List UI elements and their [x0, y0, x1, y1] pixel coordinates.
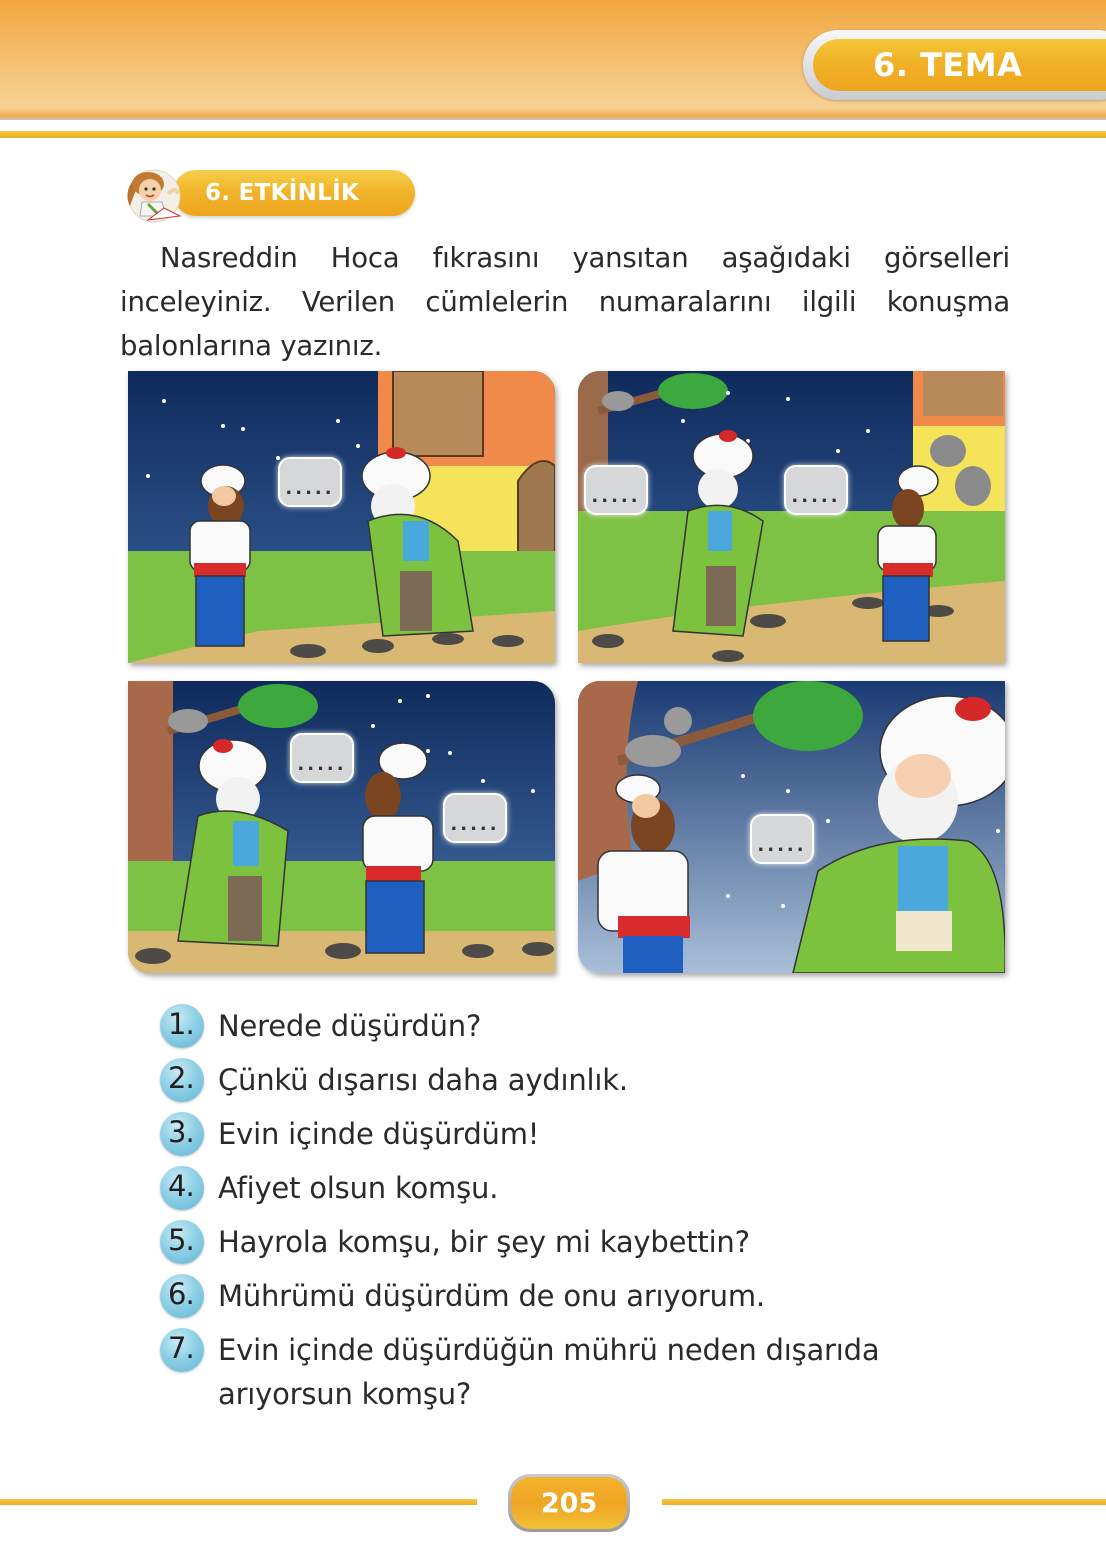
number-badge: 7. [160, 1328, 204, 1372]
speech-bubble[interactable]: ..... [784, 465, 848, 515]
number-badge: 5. [160, 1220, 204, 1264]
girl-writing-mascot-icon [118, 164, 188, 224]
number-badge: 3. [160, 1112, 204, 1156]
sentence-text: Evin içinde düşürdüğün mührü neden dışarıda arıyorsun komşu? [218, 1333, 880, 1411]
list-item [160, 1220, 1020, 1274]
theme-badge [803, 30, 1106, 100]
comic-panel-3 [128, 681, 555, 973]
sentence-list [160, 1004, 1020, 1424]
header-divider [0, 131, 1106, 138]
sentence-text: Afiyet olsun komşu. [218, 1171, 499, 1205]
list-item [160, 1166, 1020, 1220]
page-number: 205 [540, 1487, 598, 1519]
activity-pill [173, 170, 415, 216]
instructions-text: Nasreddin Hoca fıkrasını yansıtan aşağıdaki görselleri inceleyiniz. Verilen cümlelerin numaralarını ilgili konuşma balonlarına yazınız. [120, 242, 1010, 362]
number-badge: 4. [160, 1166, 204, 1210]
instructions-paragraph [120, 236, 1010, 368]
list-item [160, 1112, 1020, 1166]
list-item [160, 1328, 1020, 1424]
night-scene-illustration [578, 371, 1005, 663]
number-badge: 6. [160, 1274, 204, 1318]
theme-label: 6. TEMA [873, 46, 1023, 84]
list-item [160, 1058, 1020, 1112]
sentence-text: Çünkü dışarısı daha aydınlık. [218, 1063, 628, 1097]
speech-bubble[interactable]: ..... [278, 457, 342, 507]
sentence-text: Nerede düşürdün? [218, 1009, 482, 1043]
comic-panel-1 [128, 371, 555, 663]
page-number-badge [508, 1474, 630, 1532]
speech-bubble[interactable]: ..... [443, 793, 507, 843]
comic-panel-4 [578, 681, 1005, 973]
list-item [160, 1004, 1020, 1058]
speech-bubble[interactable]: ..... [290, 733, 354, 783]
speech-bubble[interactable]: ..... [584, 465, 648, 515]
night-scene-illustration [128, 371, 555, 663]
footer-divider-left [0, 1499, 477, 1505]
footer-divider-right [662, 1499, 1106, 1505]
theme-badge-inner [813, 39, 1106, 91]
sentence-text: Hayrola komşu, bir şey mi kaybettin? [218, 1225, 750, 1259]
number-badge: 2. [160, 1058, 204, 1102]
speech-bubble[interactable]: ..... [750, 814, 814, 864]
list-item [160, 1274, 1020, 1328]
activity-label: 6. ETKİNLİK [205, 180, 360, 206]
activity-badge [118, 164, 418, 224]
sentence-text: Evin içinde düşürdüm! [218, 1117, 540, 1151]
sentence-text: Mührümü düşürdüm de onu arıyorum. [218, 1279, 765, 1313]
comic-panel-2 [578, 371, 1005, 663]
number-badge: 1. [160, 1004, 204, 1048]
